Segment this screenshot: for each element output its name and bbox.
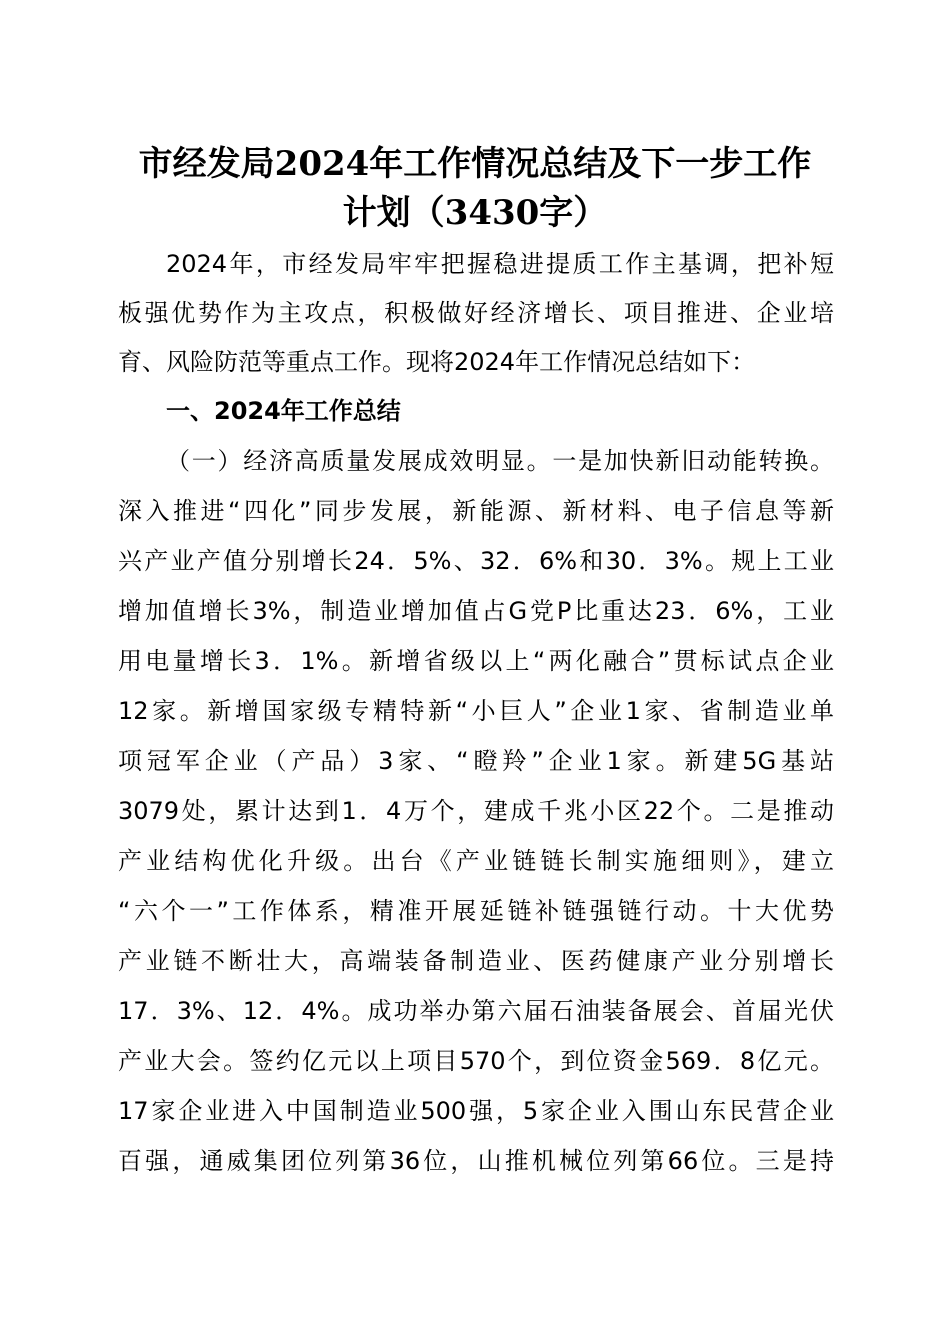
body-line-14: 17家企业进入中国制造业500强，5家企业入围山东民营企业 [118, 1097, 834, 1125]
body-line-3: 兴产业产值分别增长24．5%、32．6%和30．3%。规上工业 [118, 547, 834, 575]
section-heading-1: 一、2024年工作总结 [166, 397, 401, 425]
body-line-6: 12家。新增国家级专精特新“小巨人”企业1家、省制造业单 [118, 697, 834, 725]
body-line-4: 增加值增长3%，制造业增加值占G党P比重达23．6%，工业 [118, 597, 834, 625]
body-line-1: （一）经济高质量发展成效明显。一是加快新旧动能转换。 [166, 447, 834, 475]
body-line-10: “六个一”工作体系，精准开展延链补链强链行动。十大优势 [118, 897, 834, 925]
body-line-2: 深入推进“四化”同步发展，新能源、新材料、电子信息等新 [118, 497, 834, 525]
body-line-9: 产业结构优化升级。出台《产业链链长制实施细则》，建立 [118, 847, 834, 875]
body-line-13: 产业大会。签约亿元以上项目570个，到位资金569．8亿元。 [118, 1047, 834, 1075]
body-line-5: 用电量增长3．1%。新增省级以上“两化融合”贯标试点企业 [118, 647, 834, 675]
intro-line-3: 育、风险防范等重点工作。现将2024年工作情况总结如下： [118, 348, 756, 376]
body-line-7: 项冠军企业（产品）3家、“瞪羚”企业1家。新建5G基站 [118, 747, 834, 775]
body-line-8: 3079处，累计达到1．4万个，建成千兆小区22个。二是推动 [118, 797, 834, 825]
body-line-12: 17．3%、12．4%。成功举办第六届石油装备展会、首届光伏 [118, 997, 834, 1025]
intro-line-2: 板强优势作为主攻点，积极做好经济增长、项目推进、企业培 [118, 299, 834, 327]
body-line-11: 产业链不断壮大，高端装备制造业、医药健康产业分别增长 [118, 947, 834, 975]
document-title-line-1: 市经发局2024年工作情况总结及下一步工作 [138, 144, 812, 184]
intro-line-1: 2024年，市经发局牢牢把握稳进提质工作主基调，把补短 [166, 250, 834, 278]
document-title-line-2: 计划（3430字） [342, 193, 608, 233]
body-line-15: 百强，通威集团位列第36位，山推机械位列第66位。三是持 [118, 1147, 834, 1175]
